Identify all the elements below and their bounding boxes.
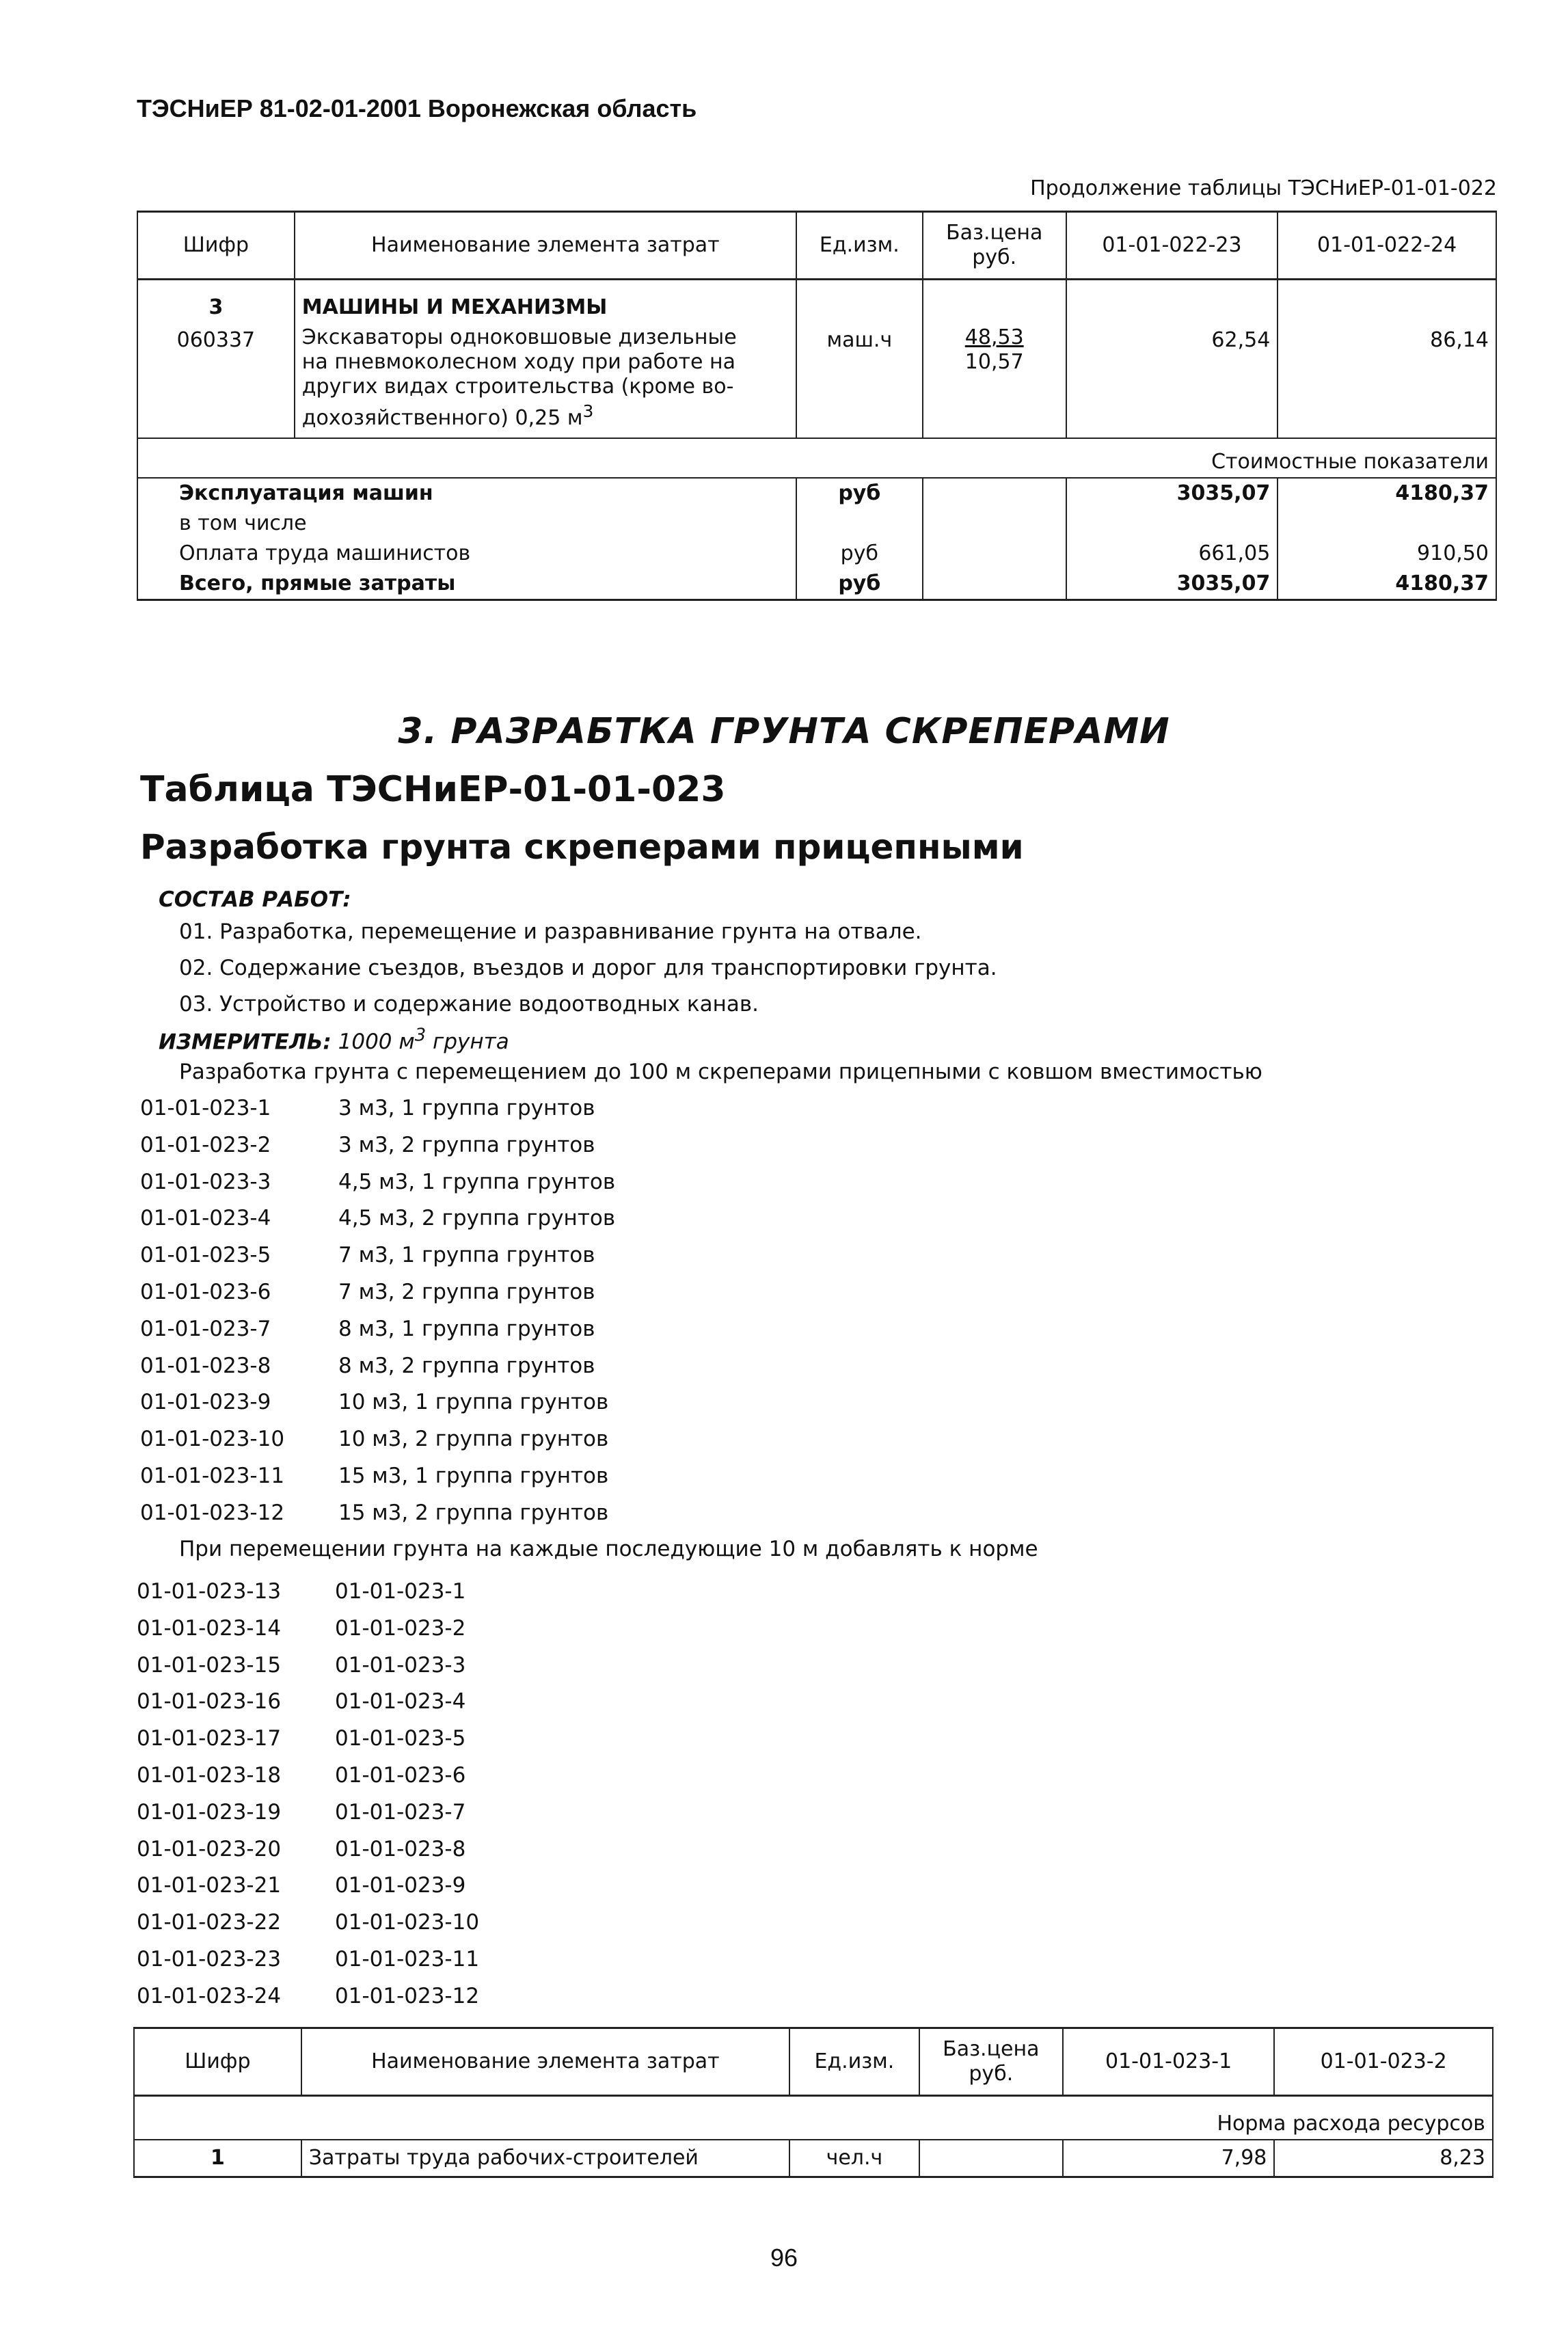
table-header-row	[134, 2028, 1493, 2096]
item-name: Экскаваторы одноковшовые дизельные на пневмоколесном ходу при работе на других видах строительства (кроме во- дохозяйственного) 0,25 $м^3$	[295, 324, 796, 438]
item-unit: маш.ч	[796, 324, 923, 438]
code-reference-list	[137, 1574, 479, 2015]
resources-table-023	[133, 2027, 1493, 2178]
summary-value-1: 3035,07	[1066, 478, 1278, 509]
work-item: 01. Разработка, перемещение и разравнивание грунта на отвале.	[179, 919, 922, 944]
col-header-name: Наименование элемента затрат	[295, 212, 796, 280]
section-heading: 3. РАЗРАБТКА ГРУНТА СКРЕПЕРАМИ	[398, 711, 1170, 752]
summary-unit: руб	[796, 539, 923, 569]
work-item: 03. Устройство и содержание водоотводных канав.	[179, 992, 759, 1017]
list-item: 01-01-023-4 4,5 м3, 2 группа грунтов	[140, 1206, 616, 1231]
list-item: 01-01-023-1 3 м3, 1 группа грунтов	[140, 1096, 595, 1120]
list-item: 01-01-023-22 01-01-023-10	[137, 1910, 480, 1935]
summary-value-2: 910,50	[1278, 539, 1496, 569]
row-name: Затраты труда рабочих-строителей	[301, 2140, 789, 2177]
table-row	[137, 280, 1496, 325]
table-header-row	[137, 212, 1496, 280]
row-value-2: 8,23	[1274, 2140, 1493, 2177]
col-header-code: Шифр	[137, 212, 295, 280]
col-header-norm-1: 01-01-023-1	[1063, 2028, 1275, 2096]
item-value-2: 86,14	[1278, 324, 1496, 438]
col-header-name: Наименование элемента затрат	[301, 2028, 789, 2096]
norm-label-row	[134, 2096, 1493, 2140]
code-list	[140, 1090, 615, 1532]
col-header-norm-2: 01-01-023-2	[1274, 2028, 1493, 2096]
list-item: 01-01-023-8 8 м3, 2 группа грунтов	[140, 1353, 595, 1378]
row-unit: чел.ч	[789, 2140, 919, 2177]
list-item: 01-01-023-2 3 м3, 2 группа грунтов	[140, 1132, 595, 1157]
cost-label-row	[137, 438, 1496, 478]
item-code: 060337	[137, 324, 295, 438]
col-header-price: Баз.цена руб.	[919, 2028, 1063, 2096]
summary-unit: руб	[796, 569, 923, 600]
summary-unit: руб	[796, 478, 923, 509]
summary-value-2: 4180,37	[1278, 569, 1496, 600]
meter-label: ИЗМЕРИТЕЛЬ:	[159, 1030, 332, 1055]
list-item: 01-01-023-20 01-01-023-8	[137, 1836, 466, 1861]
norm-label: Норма расхода ресурсов	[134, 2096, 1493, 2140]
list-item: 01-01-023-13 01-01-023-1	[137, 1579, 466, 1604]
list-item: 01-01-023-11 15 м3, 1 группа грунтов	[140, 1463, 609, 1488]
cost-label: Стоимостные показатели	[137, 438, 1496, 478]
summary-value-2: 4180,37	[1278, 478, 1496, 509]
page-number: 96	[770, 2244, 798, 2272]
list-item: 01-01-023-19 01-01-023-7	[137, 1799, 466, 1825]
table-name: Разработка грунта скреперами прицепными	[140, 827, 1024, 867]
list-item: 01-01-023-23 01-01-023-11	[137, 1946, 480, 1972]
row-price	[919, 2140, 1063, 2177]
list-item: 01-01-023-18 01-01-023-6	[137, 1762, 466, 1788]
list-item: 01-01-023-9 10 м3, 1 группа грунтов	[140, 1390, 609, 1415]
list-item: 01-01-023-10 10 м3, 2 группа грунтов	[140, 1427, 609, 1452]
col-header-price: Баз.цена руб.	[923, 212, 1066, 280]
list-item: 01-01-023-7 8 м3, 1 группа грунтов	[140, 1316, 595, 1341]
meter-value: 1000 $м^3$ грунта	[338, 1025, 509, 1055]
row-code: 1	[134, 2140, 301, 2177]
col-header-code: Шифр	[134, 2028, 301, 2096]
resources-table-022	[137, 211, 1497, 601]
list-item: 01-01-023-5 7 м3, 1 группа грунтов	[140, 1243, 595, 1268]
list-item: 01-01-023-21 01-01-023-9	[137, 1873, 466, 1898]
col-header-norm-2: 01-01-022-24	[1278, 212, 1496, 280]
row-value-1: 7,98	[1063, 2140, 1275, 2177]
lead-text: При перемещении грунта на каждые последующие 10 м добавлять к норме	[179, 1537, 1038, 1561]
list-item: 01-01-023-14 01-01-023-2	[137, 1615, 466, 1641]
item-price: 48,53 10,57	[923, 324, 1066, 438]
summary-value-1: 661,05	[1066, 539, 1278, 569]
lead-text: Разработка грунта с перемещением до 100 м скреперами прицепными с ковшом вместимостью	[179, 1060, 1262, 1084]
list-item: 01-01-023-3 4,5 м3, 1 группа грунтов	[140, 1169, 616, 1194]
composition-label: СОСТАВ РАБОТ:	[159, 887, 351, 912]
list-item: 01-01-023-12 15 м3, 2 группа грунтов	[140, 1500, 609, 1525]
list-item: 01-01-023-24 01-01-023-12	[137, 1983, 480, 2008]
table-continuation-note: Продолжение таблицы ТЭСНиЕР-01-01-022	[1030, 176, 1497, 200]
list-item: 01-01-023-6 7 м3, 2 группа грунтов	[140, 1279, 595, 1304]
table-row	[134, 2140, 1493, 2177]
table-row	[137, 539, 1496, 569]
work-item: 02. Содержание съездов, въездов и дорог для транспортировки грунта.	[179, 956, 997, 980]
list-item: 01-01-023-15 01-01-023-3	[137, 1652, 466, 1678]
summary-name: Всего, прямые затраты	[137, 569, 796, 600]
summary-value-1: 3035,07	[1066, 569, 1278, 600]
col-header-unit: Ед.изм.	[796, 212, 923, 280]
document-header: ТЭСНиЕР 81-02-01-2001 Воронежская область	[137, 94, 697, 122]
summary-name: Оплата труда машинистов	[137, 539, 796, 569]
list-item: 01-01-023-17 01-01-023-5	[137, 1726, 466, 1751]
table-row	[137, 324, 1496, 438]
section-code: 3	[137, 280, 295, 325]
item-value-1: 62,54	[1066, 324, 1278, 438]
col-header-norm-1: 01-01-022-23	[1066, 212, 1278, 280]
table-title: Таблица ТЭСНиЕР-01-01-023	[140, 769, 726, 810]
summary-name: в том числе	[137, 509, 796, 539]
table-row	[137, 478, 1496, 509]
table-row	[137, 569, 1496, 600]
table-row	[137, 509, 1496, 539]
summary-name: Эксплуатация машин	[137, 478, 796, 509]
col-header-unit: Ед.изм.	[789, 2028, 919, 2096]
list-item: 01-01-023-16 01-01-023-4	[137, 1689, 466, 1714]
section-title: МАШИНЫ И МЕХАНИЗМЫ	[295, 280, 796, 325]
meter-line	[159, 1025, 509, 1054]
